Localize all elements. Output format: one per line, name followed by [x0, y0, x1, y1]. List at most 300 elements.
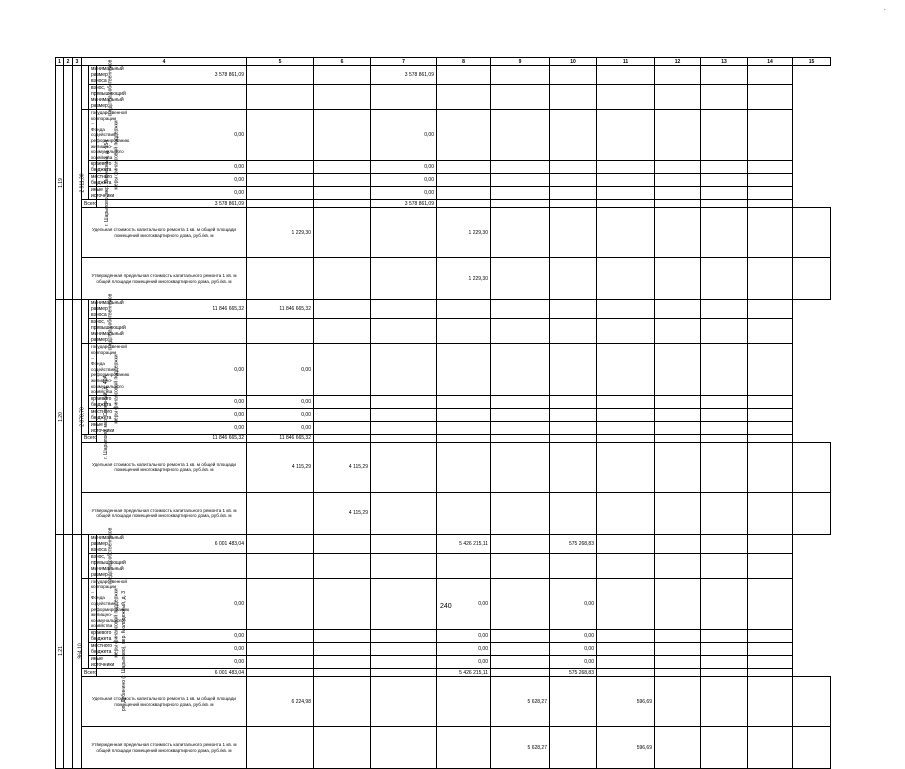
- value-cell: 0,00: [97, 344, 247, 395]
- value-cell: [314, 421, 371, 434]
- value-cell: [437, 344, 491, 395]
- value-cell: 0,00: [97, 421, 247, 434]
- value-cell: 0,00: [247, 408, 314, 421]
- row-label-local: местного бюджета: [89, 174, 97, 187]
- value-cell: [597, 442, 655, 492]
- value-cell: [491, 187, 550, 200]
- value-cell: [314, 727, 371, 769]
- value-cell: 0,00: [97, 187, 247, 200]
- value-cell: [550, 174, 597, 187]
- value-cell: [793, 677, 831, 727]
- value-cell: [701, 174, 748, 187]
- value-cell: [314, 344, 371, 395]
- value-cell: [748, 492, 793, 534]
- value-cell: [491, 344, 550, 395]
- value-cell: [491, 643, 550, 656]
- table-row: [56, 669, 831, 677]
- group-address-text: г. Шарыпово, мкр. Пионерный, д. 154: [104, 139, 111, 226]
- value-cell: [247, 534, 314, 553]
- value-cell: [371, 630, 437, 643]
- value-cell: [491, 300, 550, 319]
- value-cell: [314, 319, 371, 344]
- group-area-text: 2 878,70: [79, 407, 86, 427]
- value-cell: [371, 300, 437, 319]
- row-label-fund: государственной корпорации – Фонда содействия реформированию жилищно-коммунального хозяйства: [89, 110, 97, 161]
- value-cell: [314, 85, 371, 110]
- value-cell: [655, 66, 701, 85]
- row-label-unit-cost: Удельная стоимость капитального ремонта 1 кв. м общей площади помещений многоквартирного дома, руб./кв. м: [82, 442, 247, 492]
- value-cell: [655, 319, 701, 344]
- row-label-total: Всего: [82, 669, 97, 677]
- value-cell: 11 846 665,32: [97, 434, 247, 442]
- value-cell: [655, 258, 701, 300]
- row-label-fund: государственной корпорации – Фонда содействия реформированию жилищно-коммунального хозяйства: [89, 344, 97, 395]
- value-cell: [550, 442, 597, 492]
- group-num-text: 1.20: [57, 412, 64, 422]
- value-cell: [748, 258, 793, 300]
- table-row: [56, 656, 831, 669]
- row-label-other: иные источники: [89, 421, 97, 434]
- value-cell: [314, 161, 371, 174]
- value-cell: [437, 727, 491, 769]
- value-cell: [491, 442, 550, 492]
- value-cell: [491, 208, 550, 258]
- value-cell: 0,00: [371, 110, 437, 161]
- value-cell: [491, 630, 550, 643]
- table-row: [56, 187, 831, 200]
- value-cell: [597, 319, 655, 344]
- value-cell: 6 224,98: [247, 677, 314, 727]
- table-row: [56, 492, 831, 534]
- value-cell: 11 846 665,32: [247, 434, 314, 442]
- value-cell: [247, 161, 314, 174]
- value-cell: [701, 553, 748, 578]
- value-cell: 0,00: [437, 656, 491, 669]
- value-cell: [701, 344, 748, 395]
- value-cell: [701, 643, 748, 656]
- value-cell: [437, 421, 491, 434]
- value-cell: 5 426 215,11: [437, 669, 491, 677]
- value-cell: [701, 434, 748, 442]
- value-cell: [701, 85, 748, 110]
- value-cell: [491, 85, 550, 110]
- value-cell: [491, 161, 550, 174]
- value-cell: [597, 656, 655, 669]
- value-cell: 0,00: [97, 578, 247, 629]
- value-cell: [655, 85, 701, 110]
- value-cell: [550, 258, 597, 300]
- value-cell: [437, 434, 491, 442]
- value-cell: [491, 200, 550, 208]
- value-cell: [597, 208, 655, 258]
- owners-funds-text: средства собственников: [107, 527, 114, 585]
- value-cell: 5 628,27: [491, 677, 550, 727]
- row-label-other: иные источники: [89, 187, 97, 200]
- value-cell: [550, 434, 597, 442]
- value-cell: [748, 395, 793, 408]
- value-cell: [597, 421, 655, 434]
- group-num-text: 1.19: [57, 177, 64, 188]
- value-cell: [437, 319, 491, 344]
- table-row: [56, 110, 831, 161]
- value-cell: [597, 492, 655, 534]
- header-cell: 14: [748, 58, 793, 66]
- value-cell: [314, 208, 371, 258]
- value-cell: [247, 630, 314, 643]
- value-cell: 0,00: [247, 421, 314, 434]
- value-cell: [748, 110, 793, 161]
- value-cell: 0,00: [371, 161, 437, 174]
- row-label-other: иные источники: [89, 656, 97, 669]
- row-label-regional: краевого бюджета: [89, 630, 97, 643]
- value-cell: [550, 408, 597, 421]
- value-cell: [597, 85, 655, 110]
- value-cell: [597, 630, 655, 643]
- value-cell: [314, 669, 371, 677]
- budget-table: [55, 57, 831, 769]
- value-cell: [247, 319, 314, 344]
- table-row: [56, 208, 831, 258]
- value-cell: [597, 300, 655, 319]
- table-row: [56, 85, 831, 110]
- value-cell: [247, 727, 314, 769]
- value-cell: [491, 553, 550, 578]
- value-cell: [655, 408, 701, 421]
- value-cell: [597, 161, 655, 174]
- owners-funds-text: средства собственников: [107, 59, 114, 116]
- value-cell: [748, 727, 793, 769]
- value-cell: [437, 553, 491, 578]
- header-cell: 4: [82, 58, 247, 66]
- value-cell: [748, 300, 793, 319]
- value-cell: [655, 434, 701, 442]
- value-cell: [655, 492, 701, 534]
- value-cell: [597, 395, 655, 408]
- table-row: [56, 442, 831, 492]
- value-cell: [748, 66, 793, 85]
- support-measures-text: меры финансовой поддержки: [113, 588, 120, 658]
- value-cell: [314, 578, 371, 629]
- table-row: [56, 553, 831, 578]
- value-cell: [655, 630, 701, 643]
- row-label-local: местного бюджета: [89, 408, 97, 421]
- value-cell: [701, 161, 748, 174]
- value-cell: [550, 161, 597, 174]
- corner-mark: .: [884, 6, 886, 12]
- value-cell: [371, 643, 437, 656]
- group-area-text: 2 911,30: [79, 173, 86, 193]
- header-cell: 8: [437, 58, 491, 66]
- value-cell: [550, 85, 597, 110]
- value-cell: [701, 534, 748, 553]
- value-cell: [314, 630, 371, 643]
- header-cell: 2: [64, 58, 73, 66]
- table-row: [56, 319, 831, 344]
- value-cell: [655, 161, 701, 174]
- value-cell: [655, 300, 701, 319]
- value-cell: [701, 408, 748, 421]
- value-cell: [701, 656, 748, 669]
- value-cell: [748, 174, 793, 187]
- value-cell: 1 229,30: [437, 208, 491, 258]
- value-cell: [550, 677, 597, 727]
- header-cell: 10: [550, 58, 597, 66]
- value-cell: [437, 492, 491, 534]
- value-cell: [748, 319, 793, 344]
- value-cell: [597, 534, 655, 553]
- value-cell: [247, 669, 314, 677]
- row-label-fund: государственной корпорации – Фонда содействия реформированию жилищно-коммунального хозяйства: [89, 578, 97, 629]
- value-cell: [371, 434, 437, 442]
- value-cell: [371, 85, 437, 110]
- value-cell: [701, 110, 748, 161]
- value-cell: 0,00: [371, 187, 437, 200]
- value-cell: 596,69: [597, 727, 655, 769]
- value-cell: [314, 553, 371, 578]
- value-cell: 4 115,29: [314, 492, 371, 534]
- value-cell: [437, 174, 491, 187]
- group-address-text: рп. Дубинино (г. Шарыпово), пер. Молодежный, д. 3: [121, 591, 128, 712]
- value-cell: [655, 187, 701, 200]
- value-cell: [247, 110, 314, 161]
- value-cell: [437, 161, 491, 174]
- header-cell: 3: [73, 58, 82, 66]
- value-cell: [701, 578, 748, 629]
- value-cell: [314, 110, 371, 161]
- value-cell: [550, 727, 597, 769]
- value-cell: 575 268,83: [550, 534, 597, 553]
- value-cell: [748, 677, 793, 727]
- table-row: [56, 421, 831, 434]
- header-cell: 1: [56, 58, 64, 66]
- value-cell: [701, 208, 748, 258]
- value-cell: [437, 110, 491, 161]
- value-cell: 0,00: [550, 643, 597, 656]
- value-cell: [550, 553, 597, 578]
- value-cell: [491, 395, 550, 408]
- value-cell: [550, 187, 597, 200]
- value-cell: [701, 421, 748, 434]
- table-row: [56, 300, 831, 319]
- value-cell: [655, 727, 701, 769]
- value-cell: [247, 643, 314, 656]
- value-cell: [748, 421, 793, 434]
- value-cell: [655, 553, 701, 578]
- value-cell: [314, 174, 371, 187]
- value-cell: [748, 208, 793, 258]
- value-cell: 0,00: [371, 174, 437, 187]
- row-label-over: взнос, превышающий минимальный размер: [89, 553, 97, 578]
- value-cell: 4 115,29: [314, 442, 371, 492]
- group-area: [73, 66, 86, 300]
- value-cell: [793, 258, 831, 300]
- table-row: [56, 200, 831, 208]
- value-cell: [371, 669, 437, 677]
- value-cell: [491, 408, 550, 421]
- value-cell: [748, 669, 793, 677]
- value-cell: [247, 200, 314, 208]
- support-measures-text: меры финансовой поддержки: [113, 120, 120, 190]
- value-cell: [371, 534, 437, 553]
- value-cell: [371, 258, 437, 300]
- value-cell: [371, 319, 437, 344]
- value-cell: 0,00: [97, 408, 247, 421]
- value-cell: 3 578 861,09: [97, 200, 247, 208]
- value-cell: [748, 200, 793, 208]
- value-cell: [437, 408, 491, 421]
- value-cell: [655, 200, 701, 208]
- value-cell: 1 229,30: [247, 208, 314, 258]
- header-cell: 13: [701, 58, 748, 66]
- support-measures-text: меры финансовой поддержки: [113, 354, 120, 424]
- value-cell: [793, 442, 831, 492]
- value-cell: 575 268,83: [550, 669, 597, 677]
- value-cell: [437, 200, 491, 208]
- group-area: [73, 300, 86, 534]
- value-cell: [655, 643, 701, 656]
- value-cell: [371, 656, 437, 669]
- value-cell: 3 578 861,09: [371, 200, 437, 208]
- value-cell: [247, 174, 314, 187]
- value-cell: 0,00: [550, 578, 597, 629]
- row-label-min: минимальный размер взноса: [89, 534, 97, 553]
- row-label-regional: краевого бюджета: [89, 161, 97, 174]
- value-cell: 0,00: [437, 578, 491, 629]
- value-cell: [314, 434, 371, 442]
- row-label-total: Всего: [82, 434, 97, 442]
- value-cell: [701, 319, 748, 344]
- value-cell: [597, 200, 655, 208]
- value-cell: 11 846 665,32: [97, 300, 247, 319]
- table-row: [56, 66, 831, 85]
- table-row: [56, 630, 831, 643]
- value-cell: [491, 669, 550, 677]
- value-cell: [247, 66, 314, 85]
- value-cell: 0,00: [247, 395, 314, 408]
- budget-table-sheet: [55, 57, 830, 769]
- table-row: [56, 643, 831, 656]
- header-cell: 15: [793, 58, 831, 66]
- value-cell: 5 426 215,11: [437, 534, 491, 553]
- value-cell: [247, 578, 314, 629]
- value-cell: [550, 344, 597, 395]
- value-cell: [314, 258, 371, 300]
- value-cell: [550, 300, 597, 319]
- value-cell: [247, 258, 314, 300]
- value-cell: [247, 187, 314, 200]
- value-cell: [655, 656, 701, 669]
- value-cell: [371, 395, 437, 408]
- value-cell: [597, 434, 655, 442]
- value-cell: [655, 344, 701, 395]
- value-cell: [491, 578, 550, 629]
- group-num-text: 1.21: [57, 646, 64, 657]
- value-cell: [371, 442, 437, 492]
- value-cell: [701, 258, 748, 300]
- group-num: [56, 66, 64, 300]
- value-cell: 0,00: [97, 395, 247, 408]
- value-cell: [597, 553, 655, 578]
- value-cell: [655, 421, 701, 434]
- table-row: [56, 434, 831, 442]
- table-row: [56, 161, 831, 174]
- group-area: [73, 534, 82, 768]
- value-cell: [247, 656, 314, 669]
- value-cell: 596,69: [597, 677, 655, 727]
- value-cell: [748, 434, 793, 442]
- table-row: [56, 408, 831, 421]
- value-cell: [314, 677, 371, 727]
- value-cell: 0,00: [550, 656, 597, 669]
- value-cell: [437, 66, 491, 85]
- value-cell: [550, 492, 597, 534]
- value-cell: 0,00: [97, 643, 247, 656]
- value-cell: [597, 258, 655, 300]
- value-cell: [550, 66, 597, 85]
- value-cell: [550, 421, 597, 434]
- value-cell: [314, 200, 371, 208]
- value-cell: [491, 66, 550, 85]
- row-label-total: Всего: [82, 200, 97, 208]
- page-number: 240: [440, 603, 452, 610]
- value-cell: 0,00: [97, 656, 247, 669]
- value-cell: [748, 656, 793, 669]
- value-cell: [748, 578, 793, 629]
- group-area-text: 964,10: [77, 643, 84, 660]
- value-cell: [247, 85, 314, 110]
- value-cell: [597, 174, 655, 187]
- value-cell: [491, 492, 550, 534]
- value-cell: 0,00: [97, 174, 247, 187]
- row-label-over: взнос, превышающий минимальный размер: [89, 319, 97, 344]
- value-cell: [437, 442, 491, 492]
- value-cell: [491, 534, 550, 553]
- row-label-unit-cost: Удельная стоимость капитального ремонта 1 кв. м общей площади помещений многоквартирного дома, руб./кв. м: [82, 677, 247, 727]
- value-cell: [550, 319, 597, 344]
- value-cell: [437, 300, 491, 319]
- table-row: [56, 534, 831, 553]
- value-cell: [701, 630, 748, 643]
- value-cell: [550, 208, 597, 258]
- value-cell: [701, 442, 748, 492]
- table-row: [56, 174, 831, 187]
- value-cell: [597, 344, 655, 395]
- value-cell: [701, 66, 748, 85]
- value-cell: [314, 66, 371, 85]
- value-cell: 0,00: [97, 630, 247, 643]
- value-cell: 3 578 861,09: [97, 66, 247, 85]
- value-cell: [701, 492, 748, 534]
- value-cell: [793, 727, 831, 769]
- header-cell: 12: [655, 58, 701, 66]
- value-cell: [491, 110, 550, 161]
- value-cell: [793, 492, 831, 534]
- value-cell: [491, 258, 550, 300]
- value-cell: [314, 656, 371, 669]
- value-cell: 6 001 483,04: [97, 669, 247, 677]
- value-cell: [748, 187, 793, 200]
- value-cell: [491, 174, 550, 187]
- table-header-row: [56, 58, 831, 66]
- value-cell: [437, 85, 491, 110]
- value-cell: [371, 492, 437, 534]
- value-cell: [437, 187, 491, 200]
- value-cell: 0,00: [437, 630, 491, 643]
- value-cell: [655, 534, 701, 553]
- value-cell: [748, 643, 793, 656]
- value-cell: [597, 66, 655, 85]
- header-cell: 6: [314, 58, 371, 66]
